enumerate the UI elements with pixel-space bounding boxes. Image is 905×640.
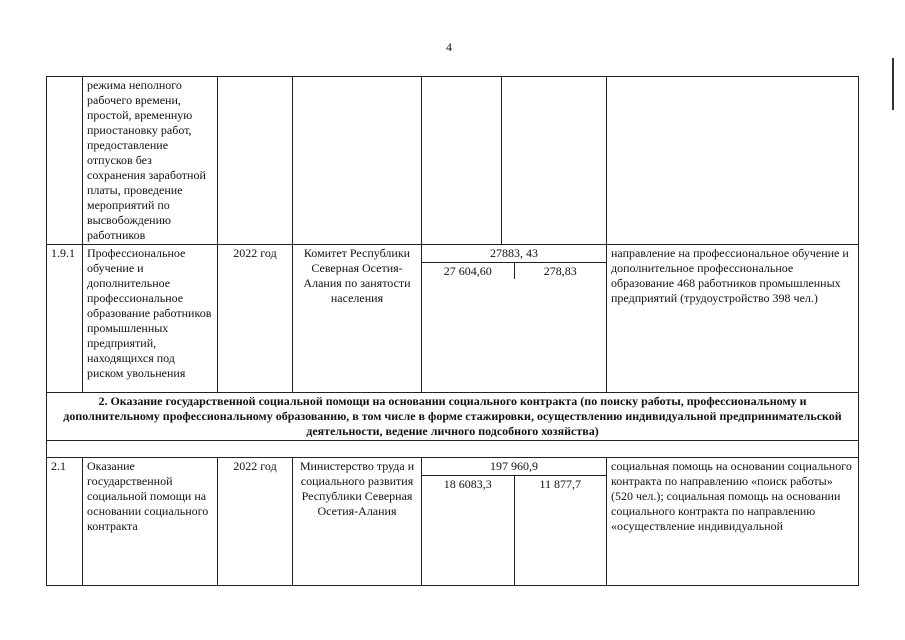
row-number	[47, 77, 83, 245]
measures-table	[46, 76, 859, 586]
finance-block	[422, 245, 607, 393]
measure-name: режима неполного рабочего времени, простой, временную приостановку работ, предоставление отпусков без сохранения заработной платы, проведение мероприятий по высвобождению работников	[83, 77, 218, 245]
finance-cell-b	[502, 77, 607, 245]
finance-total: 27883, 43	[422, 245, 606, 263]
table-row	[47, 245, 859, 393]
row-number: 2.1	[47, 458, 83, 586]
section-heading: 2. Оказание государственной социальной помощи на основании социального контракта (по поиску работы, профессиональному и дополнительному профессиональному образованию, в том числе в форме стажировки, осуществлению индивидуальной предпринимательской деятельности, ведение личного подсобного хозяйства)	[47, 393, 859, 441]
measure-name: Профессиональное обучение и дополнительное профессиональное образование работников промышленных предприятий, находящихся под риском увольнения	[83, 245, 218, 393]
measure-result: направление на профессиональное обучение и дополнительное профессиональное образование 468 работников промышленных предприятий (трудоустройство 398 чел.)	[607, 245, 859, 393]
measure-result: социальная помощь на основании социального контракта по направлению «поиск работы» (520 чел.); социальная помощь на основании социального контракта по направлению «осуществление индивидуальной	[607, 458, 859, 586]
table-row	[47, 77, 859, 245]
finance-part-b: 11 877,7	[539, 477, 582, 491]
spacer-row	[47, 441, 859, 458]
finance-part-a: 27 604,60	[422, 263, 515, 279]
measure-result	[607, 77, 859, 245]
page-number: 4	[446, 40, 452, 54]
measure-name: Оказание государственной социальной помощи на основании социального контракта	[83, 458, 218, 586]
finance-part-b: 278,83	[543, 264, 577, 278]
finance-block	[422, 458, 607, 586]
measure-executor	[293, 77, 422, 245]
table-row	[47, 458, 859, 586]
row-number: 1.9.1	[47, 245, 83, 393]
finance-part-a: 18 6083,3	[422, 476, 515, 585]
section-heading-row	[47, 393, 859, 441]
measure-executor: Комитет Республики Северная Осетия-Алания по занятости населения	[293, 245, 422, 393]
measure-executor: Министерство труда и социального развития Республики Северная Осетия-Алания	[293, 458, 422, 586]
finance-cell-a	[422, 77, 502, 245]
finance-total: 197 960,9	[422, 458, 606, 476]
scan-edge-mark	[892, 58, 894, 110]
measure-year: 2022 год	[218, 245, 293, 393]
measure-year	[218, 77, 293, 245]
measure-year: 2022 год	[218, 458, 293, 586]
